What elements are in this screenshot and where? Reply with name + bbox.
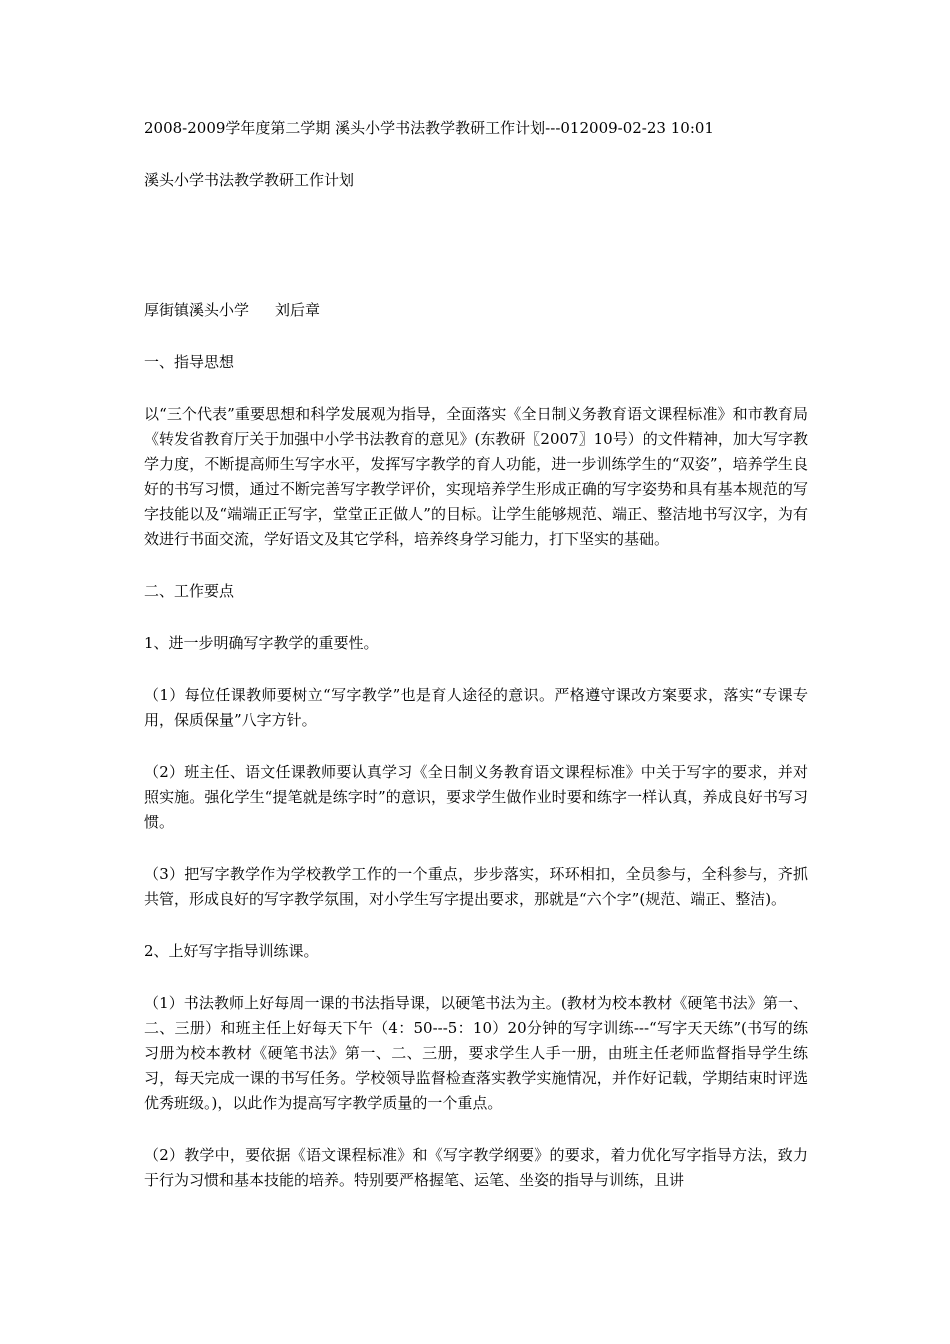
document-title: 溪头小学书法教学教研工作计划	[144, 171, 355, 189]
work-item-2-2: （2）教学中，要依据《语文课程标准》和《写字教学纲要》的要求，着力优化写字指导方法，致力于行为习惯和基本技能的培养。特别要严格握笔、运笔、坐姿的指导与训练，且讲	[144, 1146, 808, 1189]
work-item-1: 1、进一步明确写字教学的重要性。	[144, 634, 379, 652]
section-heading-work-points: 二、工作要点	[144, 582, 235, 600]
section-body-guiding-ideology: 以“三个代表”重要思想和科学发展观为指导，全面落实《全日制义务教育语文课程标准》和市教育局《转发省教育厅关于加强中小学书法教育的意见》(东教研〖2007〗10号）的文件精神，加大写字教学力度，不断提高师生写字水平，发挥写字教学的育人功能，进一步训练学生的“双姿”，培养学生良好的书写习惯，通过不断完善写字教学评价，实现培养学生形成正确的写字姿势和具有基本规范的写字技能以及“端端正正写字，堂堂正正做人”的目标。让学生能够规范、端正、整洁地书写汉字，为有效进行书面交流，学好语文及其它学科，培养终身学习能力，打下坚实的基础。	[144, 405, 808, 548]
author-school: 厚街镇溪头小学	[144, 301, 250, 319]
document-body	[144, 116, 808, 1220]
work-item-2-1: （1）书法教师上好每周一课的书法指导课，以硬笔书法为主。(教材为校本教材《硬笔书法》第一、二、三册）和班主任上好每天下午（4：50---5：10）20分钟的写字训练---“写字天天练”(书写的练习册为校本教材《硬笔书法》第一、二、三册，要求学生人手一册，由班主任老师监督指导学生练习，每天完成一课的书写任务。学校领导监督检查落实教学实施情况，并作好记载，学期结束时评选优秀班级。)，以此作为提高写字教学质量的一个重点。	[144, 994, 808, 1112]
work-item-1-1: （1）每位任课教师要树立“写字教学”也是育人途径的意识。严格遵守课改方案要求，落实“专课专用，保质保量”八字方针。	[144, 686, 808, 729]
work-item-1-3: （3）把写字教学作为学校教学工作的一个重点，步步落实，环环相扣，全员参与，全科参与，齐抓共管，形成良好的写字教学氛围，对小学生写字提出要求，那就是“六个字”(规范、端正、整洁)。	[144, 865, 808, 908]
work-item-1-2: （2）班主任、语文任课教师要认真学习《全日制义务教育语文课程标准》中关于写字的要求，并对照实施。强化学生“提笔就是练字时”的意识，要求学生做作业时要和练字一样认真，养成良好书写习惯。	[144, 763, 808, 831]
author-name: 刘后章	[275, 301, 321, 319]
author-line	[144, 298, 808, 323]
document-header-line: 2008-2009学年度第二学期 溪头小学书法教学教研工作计划---012009-02-23 10:01	[144, 119, 714, 137]
work-item-2: 2、上好写字指导训练课。	[144, 942, 319, 960]
section-heading-guiding-ideology: 一、指导思想	[144, 353, 235, 371]
